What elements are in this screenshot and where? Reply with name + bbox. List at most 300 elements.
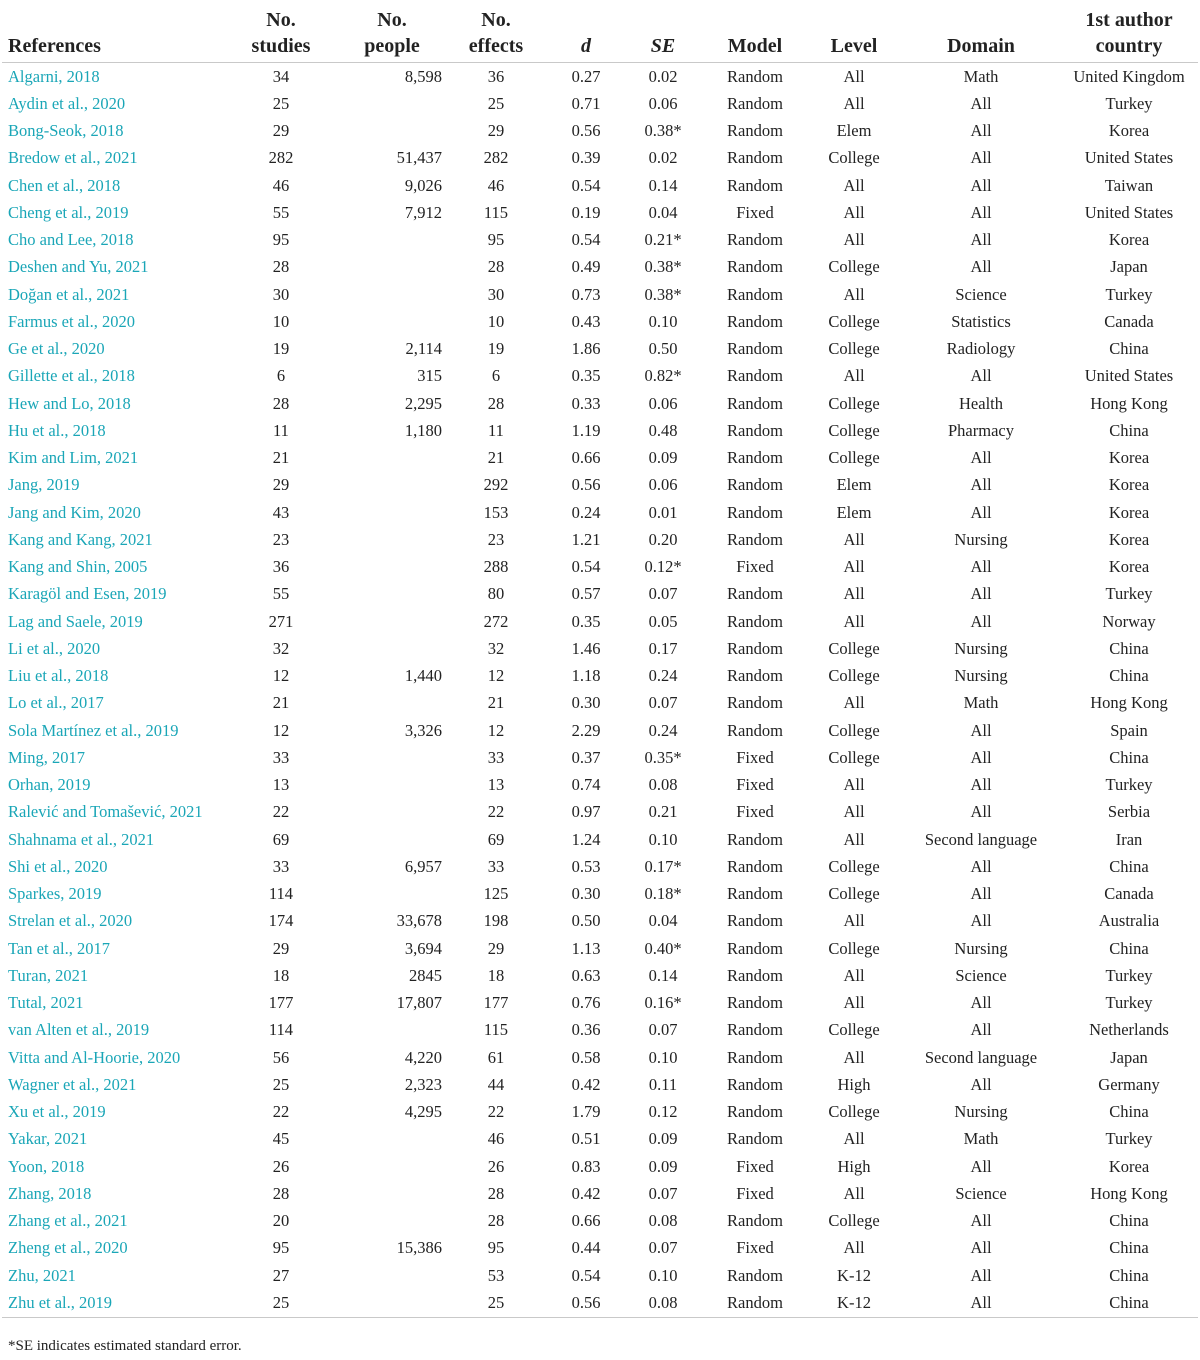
cell-effects: 13: [487, 775, 505, 795]
cell-country: China: [1109, 420, 1149, 440]
reference-link[interactable]: Turan, 2021: [8, 965, 89, 985]
cell-country: Canada: [1104, 884, 1154, 904]
cell-effects: 115: [483, 202, 509, 222]
cell-d: 0.51: [571, 1129, 601, 1149]
cell-se: 0.06: [648, 93, 678, 113]
cell-d: 1.21: [571, 529, 601, 549]
cell-people: [342, 608, 442, 635]
cell-effects: 30: [487, 284, 505, 304]
cell-d: 1.46: [571, 638, 601, 658]
cell-country: Hong Kong: [1090, 693, 1168, 713]
cell-d: 0.56: [571, 121, 601, 141]
cell-se: 0.40*: [644, 938, 682, 958]
cell-d: 0.73: [571, 284, 601, 304]
cell-studies: 55: [272, 202, 290, 222]
reference-link[interactable]: Kang and Shin, 2005: [8, 557, 148, 577]
cell-studies: 56: [272, 1047, 290, 1067]
table-row: [2, 744, 1198, 771]
table-row: [2, 990, 1198, 1017]
cell-model: Random: [727, 121, 783, 141]
table-row: [2, 663, 1198, 690]
reference-link[interactable]: Zhu, 2021: [8, 1265, 76, 1285]
cell-country: Australia: [1098, 911, 1160, 931]
cell-studies: 20: [272, 1211, 290, 1231]
cell-d: 0.71: [571, 93, 601, 113]
cell-effects: 80: [487, 584, 505, 604]
cell-people: [342, 581, 442, 608]
cell-d: 0.56: [571, 475, 601, 495]
cell-model: Random: [727, 884, 783, 904]
cell-se: 0.07: [648, 1183, 678, 1203]
cell-domain: All: [970, 747, 992, 767]
cell-effects: 282: [483, 148, 509, 168]
cell-country: Hong Kong: [1090, 393, 1168, 413]
cell-se: 0.50: [648, 339, 678, 359]
cell-effects: 46: [487, 1129, 505, 1149]
cell-d: 0.83: [571, 1156, 601, 1176]
cell-people: 2,323: [404, 1074, 442, 1094]
reference-link[interactable]: Zhang, 2018: [8, 1183, 92, 1203]
cell-se: 0.82*: [644, 366, 682, 386]
cell-model: Random: [727, 638, 783, 658]
cell-se: 0.02: [648, 66, 678, 86]
cell-d: 0.76: [571, 993, 601, 1013]
cell-studies: 271: [268, 611, 294, 631]
cell-country: China: [1109, 1292, 1149, 1312]
cell-studies: 69: [272, 829, 290, 849]
header-se: SE: [650, 35, 676, 57]
cell-se: 0.12*: [644, 557, 682, 577]
cell-se: 0.21: [648, 802, 678, 822]
cell-d: 1.19: [571, 420, 601, 440]
cell-domain: All: [970, 884, 992, 904]
reference-link[interactable]: Vitta and Al-Hoorie, 2020: [8, 1047, 181, 1067]
reference-link[interactable]: Karagöl and Esen, 2019: [8, 584, 167, 604]
cell-people: 3,326: [404, 720, 442, 740]
reference-link[interactable]: Zhu et al., 2019: [8, 1292, 113, 1312]
cell-effects: 28: [487, 393, 505, 413]
cell-studies: 23: [272, 529, 290, 549]
cell-se: 0.07: [648, 1020, 678, 1040]
cell-d: 1.79: [571, 1102, 601, 1122]
reference-link[interactable]: Cheng et al., 2019: [8, 202, 129, 222]
cell-studies: 25: [272, 93, 290, 113]
cell-people: 4,295: [404, 1102, 442, 1122]
cell-people: 315: [417, 366, 442, 386]
cell-people: 2,295: [404, 393, 442, 413]
cell-people: 9,026: [404, 175, 442, 195]
reference-link[interactable]: Bong-Seok, 2018: [8, 121, 124, 141]
cell-effects: 272: [483, 611, 509, 631]
reference-link[interactable]: Gillette et al., 2018: [8, 366, 135, 386]
cell-d: 0.49: [571, 257, 601, 277]
reference-link[interactable]: Sola Martínez et al., 2019: [8, 720, 179, 740]
header-level: Level: [830, 35, 878, 57]
table-footnote: *SE indicates estimated standard error.: [8, 1338, 242, 1354]
cell-domain: Math: [963, 66, 999, 86]
cell-level: All: [843, 775, 865, 795]
reference-link[interactable]: Tan et al., 2017: [8, 938, 110, 958]
cell-effects: 36: [487, 66, 505, 86]
cell-effects: 23: [487, 529, 505, 549]
cell-level: College: [828, 420, 880, 440]
cell-model: Random: [727, 93, 783, 113]
reference-link[interactable]: Algarni, 2018: [8, 66, 100, 86]
cell-people: [342, 281, 442, 308]
cell-domain: Second language: [924, 829, 1038, 849]
cell-domain: Statistics: [951, 311, 1011, 331]
reference-link[interactable]: Yakar, 2021: [8, 1129, 88, 1149]
cell-people: 17,807: [396, 993, 442, 1013]
cell-country: China: [1109, 747, 1149, 767]
cell-effects: 198: [483, 911, 509, 931]
cell-level: All: [843, 993, 865, 1013]
cell-d: 0.54: [571, 175, 601, 195]
cell-d: 0.43: [571, 311, 601, 331]
reference-link[interactable]: Aydin et al., 2020: [8, 93, 126, 113]
cell-country: United States: [1084, 148, 1174, 168]
cell-level: All: [843, 965, 865, 985]
table-row: [2, 1017, 1198, 1044]
cell-model: Fixed: [736, 747, 774, 767]
cell-effects: 33: [487, 856, 505, 876]
table-row: [2, 118, 1198, 145]
cell-level: College: [828, 856, 880, 876]
cell-level: College: [828, 311, 880, 331]
reference-link[interactable]: Lo et al., 2017: [8, 693, 104, 713]
table-row: [2, 445, 1198, 472]
cell-model: Random: [727, 366, 783, 386]
cell-model: Random: [727, 911, 783, 931]
reference-link[interactable]: Sparkes, 2019: [8, 884, 102, 904]
cell-studies: 95: [272, 230, 290, 250]
cell-effects: 29: [487, 938, 505, 958]
cell-domain: All: [970, 93, 992, 113]
cell-level: All: [843, 175, 865, 195]
cell-level: College: [828, 638, 880, 658]
cell-people: [342, 472, 442, 499]
table-row: [2, 690, 1198, 717]
reference-link[interactable]: Farmus et al., 2020: [8, 311, 135, 331]
reference-link[interactable]: Hew and Lo, 2018: [8, 393, 131, 413]
header-country: 1st author country: [1085, 9, 1173, 57]
header-effects: No. effects: [468, 9, 524, 57]
cell-level: All: [843, 1183, 865, 1203]
cell-level: College: [828, 1020, 880, 1040]
cell-country: Korea: [1108, 448, 1150, 468]
cell-people: 4,220: [404, 1047, 442, 1067]
table-row: [2, 145, 1198, 172]
table-row: [2, 363, 1198, 390]
cell-effects: 28: [487, 1183, 505, 1203]
table-row: [2, 1262, 1198, 1289]
cell-effects: 25: [487, 93, 505, 113]
cell-domain: Science: [955, 965, 1007, 985]
cell-country: Turkey: [1105, 965, 1153, 985]
cell-se: 0.35*: [644, 747, 682, 767]
reference-link[interactable]: Jang and Kim, 2020: [8, 502, 141, 522]
cell-people: [342, 118, 442, 145]
cell-people: 1,180: [404, 420, 442, 440]
cell-se: 0.07: [648, 1238, 678, 1258]
table-row: [2, 308, 1198, 335]
reference-link[interactable]: Shi et al., 2020: [8, 856, 108, 876]
cell-studies: 27: [272, 1265, 290, 1285]
cell-d: 0.36: [571, 1020, 601, 1040]
cell-effects: 115: [483, 1020, 509, 1040]
cell-domain: All: [970, 121, 992, 141]
cell-domain: All: [970, 911, 992, 931]
cell-se: 0.18*: [644, 884, 682, 904]
reference-link[interactable]: Wagner et al., 2021: [8, 1074, 137, 1094]
cell-effects: 12: [487, 720, 505, 740]
cell-country: China: [1109, 339, 1149, 359]
cell-model: Random: [727, 284, 783, 304]
cell-d: 0.37: [571, 747, 601, 767]
cell-studies: 25: [272, 1292, 290, 1312]
cell-domain: Nursing: [954, 1102, 1008, 1122]
reference-link[interactable]: Li et al., 2020: [8, 638, 101, 658]
cell-model: Random: [727, 584, 783, 604]
cell-level: All: [843, 557, 865, 577]
cell-model: Random: [727, 148, 783, 168]
cell-studies: 10: [272, 311, 290, 331]
reference-link[interactable]: Kang and Kang, 2021: [8, 529, 153, 549]
cell-d: 0.30: [571, 884, 601, 904]
cell-people: 15,386: [396, 1238, 442, 1258]
table-row: [2, 826, 1198, 853]
cell-studies: 114: [268, 1020, 294, 1040]
reference-link[interactable]: Lag and Saele, 2019: [8, 611, 143, 631]
cell-studies: 22: [272, 1102, 290, 1122]
cell-level: All: [843, 1047, 865, 1067]
cell-domain: Pharmacy: [948, 420, 1014, 440]
reference-link[interactable]: Liu et al., 2018: [8, 666, 109, 686]
cell-level: All: [843, 802, 865, 822]
cell-model: Random: [727, 856, 783, 876]
cell-studies: 177: [268, 993, 294, 1013]
table-header: [2, 0, 1198, 63]
reference-link[interactable]: Cho and Lee, 2018: [8, 230, 134, 250]
cell-se: 0.48: [648, 420, 678, 440]
reference-link[interactable]: Chen et al., 2018: [8, 175, 121, 195]
table-row: [2, 227, 1198, 254]
cell-se: 0.20: [648, 529, 678, 549]
cell-people: [342, 308, 442, 335]
cell-country: China: [1109, 1238, 1149, 1258]
cell-domain: Health: [959, 393, 1003, 413]
cell-d: 0.35: [571, 611, 601, 631]
cell-model: Fixed: [736, 1183, 774, 1203]
table-row: [2, 1071, 1198, 1098]
cell-model: Random: [727, 257, 783, 277]
cell-domain: All: [970, 1074, 992, 1094]
cell-level: All: [843, 93, 865, 113]
cell-se: 0.24: [648, 720, 678, 740]
cell-studies: 22: [272, 802, 290, 822]
cell-se: 0.08: [648, 775, 678, 795]
cell-level: College: [828, 448, 880, 468]
table-row: [2, 281, 1198, 308]
cell-se: 0.10: [648, 829, 678, 849]
reference-link[interactable]: Hu et al., 2018: [8, 420, 106, 440]
cell-country: Norway: [1102, 611, 1156, 631]
cell-country: Korea: [1108, 1156, 1150, 1176]
cell-effects: 46: [487, 175, 505, 195]
cell-domain: All: [970, 611, 992, 631]
reference-link[interactable]: Ralević and Tomašević, 2021: [8, 802, 203, 822]
header-references: References: [8, 35, 101, 57]
cell-se: 0.38*: [644, 284, 682, 304]
cell-people: 2845: [409, 965, 442, 985]
table-row: [2, 336, 1198, 363]
cell-studies: 25: [272, 1074, 290, 1094]
cell-studies: 33: [272, 747, 290, 767]
reference-link[interactable]: Tutal, 2021: [8, 993, 84, 1013]
cell-d: 0.19: [571, 202, 601, 222]
cell-d: 0.54: [571, 557, 601, 577]
cell-d: 0.30: [571, 693, 601, 713]
cell-people: [342, 554, 442, 581]
reference-link[interactable]: Doğan et al., 2021: [8, 284, 130, 304]
cell-country: Taiwan: [1104, 175, 1154, 195]
reference-link[interactable]: Ge et al., 2020: [8, 339, 105, 359]
table-row: [2, 581, 1198, 608]
cell-level: All: [843, 1238, 865, 1258]
cell-domain: All: [970, 1020, 992, 1040]
cell-d: 0.27: [571, 66, 601, 86]
cell-level: K-12: [837, 1265, 871, 1285]
cell-studies: 18: [272, 965, 290, 985]
cell-d: 1.13: [571, 938, 601, 958]
cell-domain: All: [970, 557, 992, 577]
cell-d: 0.50: [571, 911, 601, 931]
reference-link[interactable]: Ming, 2017: [8, 747, 86, 767]
reference-link[interactable]: Zhang et al., 2021: [8, 1211, 128, 1231]
cell-country: China: [1109, 938, 1149, 958]
cell-se: 0.10: [648, 1265, 678, 1285]
cell-effects: 21: [487, 693, 505, 713]
cell-effects: 95: [487, 230, 505, 250]
cell-level: High: [837, 1156, 871, 1176]
cell-se: 0.06: [648, 475, 678, 495]
reference-link[interactable]: Yoon, 2018: [8, 1156, 85, 1176]
cell-domain: All: [970, 856, 992, 876]
cell-country: Japan: [1110, 257, 1148, 277]
cell-effects: 69: [487, 829, 505, 849]
cell-studies: 28: [272, 393, 290, 413]
cell-country: United States: [1084, 366, 1174, 386]
cell-effects: 53: [487, 1265, 505, 1285]
cell-people: 7,912: [404, 202, 442, 222]
cell-model: Random: [727, 1292, 783, 1312]
reference-link[interactable]: Xu et al., 2019: [8, 1102, 106, 1122]
cell-studies: 45: [272, 1129, 290, 1149]
cell-studies: 13: [272, 775, 290, 795]
cell-se: 0.01: [648, 502, 678, 522]
cell-model: Random: [727, 829, 783, 849]
reference-link[interactable]: Bredow et al., 2021: [8, 148, 138, 168]
table-row: [2, 1153, 1198, 1180]
reference-link[interactable]: Orhan, 2019: [8, 775, 91, 795]
cell-people: 1,440: [404, 666, 442, 686]
cell-level: College: [828, 148, 880, 168]
cell-se: 0.17*: [644, 856, 682, 876]
cell-domain: All: [970, 1238, 992, 1258]
reference-link[interactable]: Shahnama et al., 2021: [8, 829, 155, 849]
table-row: [2, 935, 1198, 962]
cell-people: 2,114: [405, 339, 442, 359]
reference-link[interactable]: Strelan et al., 2020: [8, 911, 133, 931]
reference-link[interactable]: van Alten et al., 2019: [8, 1020, 150, 1040]
cell-model: Random: [727, 1020, 783, 1040]
cell-d: 0.53: [571, 856, 601, 876]
cell-country: Korea: [1108, 557, 1150, 577]
table-row: [2, 608, 1198, 635]
cell-studies: 29: [272, 475, 290, 495]
cell-model: Random: [727, 993, 783, 1013]
reference-link[interactable]: Jang, 2019: [8, 475, 80, 495]
cell-studies: 6: [276, 366, 286, 386]
cell-people: [342, 1289, 442, 1317]
cell-studies: 12: [272, 666, 290, 686]
reference-link[interactable]: Deshen and Yu, 2021: [8, 257, 149, 277]
cell-country: Turkey: [1105, 993, 1153, 1013]
cell-domain: Science: [955, 1183, 1007, 1203]
cell-studies: 95: [272, 1238, 290, 1258]
cell-effects: 177: [483, 993, 509, 1013]
cell-model: Random: [727, 1265, 783, 1285]
cell-people: [342, 744, 442, 771]
cell-model: Random: [727, 393, 783, 413]
cell-effects: 33: [487, 747, 505, 767]
cell-people: [342, 1017, 442, 1044]
cell-country: China: [1109, 1102, 1149, 1122]
cell-se: 0.12: [648, 1102, 678, 1122]
cell-model: Random: [727, 1074, 783, 1094]
cell-model: Fixed: [736, 1238, 774, 1258]
table-row: [2, 1208, 1198, 1235]
cell-people: [342, 1262, 442, 1289]
cell-domain: Science: [955, 284, 1007, 304]
cell-effects: 29: [487, 121, 505, 141]
header-people: No. people: [364, 9, 420, 57]
cell-model: Random: [727, 938, 783, 958]
cell-model: Fixed: [736, 557, 774, 577]
table-row: [2, 417, 1198, 444]
cell-d: 2.29: [571, 720, 601, 740]
cell-d: 0.42: [571, 1183, 601, 1203]
cell-d: 0.39: [571, 148, 601, 168]
cell-d: 0.74: [571, 775, 601, 795]
header-model: Model: [727, 35, 783, 57]
cell-country: Netherlands: [1089, 1020, 1169, 1040]
reference-link[interactable]: Kim and Lim, 2021: [8, 448, 139, 468]
table-row: [2, 1289, 1198, 1317]
cell-model: Random: [727, 611, 783, 631]
cell-model: Fixed: [736, 802, 774, 822]
cell-d: 0.54: [571, 1265, 601, 1285]
reference-link[interactable]: Zheng et al., 2020: [8, 1238, 128, 1258]
cell-se: 0.38*: [644, 257, 682, 277]
cell-model: Random: [727, 693, 783, 713]
cell-domain: All: [970, 148, 992, 168]
cell-effects: 125: [483, 884, 509, 904]
cell-level: All: [843, 1129, 865, 1149]
cell-model: Fixed: [736, 202, 774, 222]
cell-country: Japan: [1110, 1047, 1148, 1067]
cell-model: Random: [727, 965, 783, 985]
